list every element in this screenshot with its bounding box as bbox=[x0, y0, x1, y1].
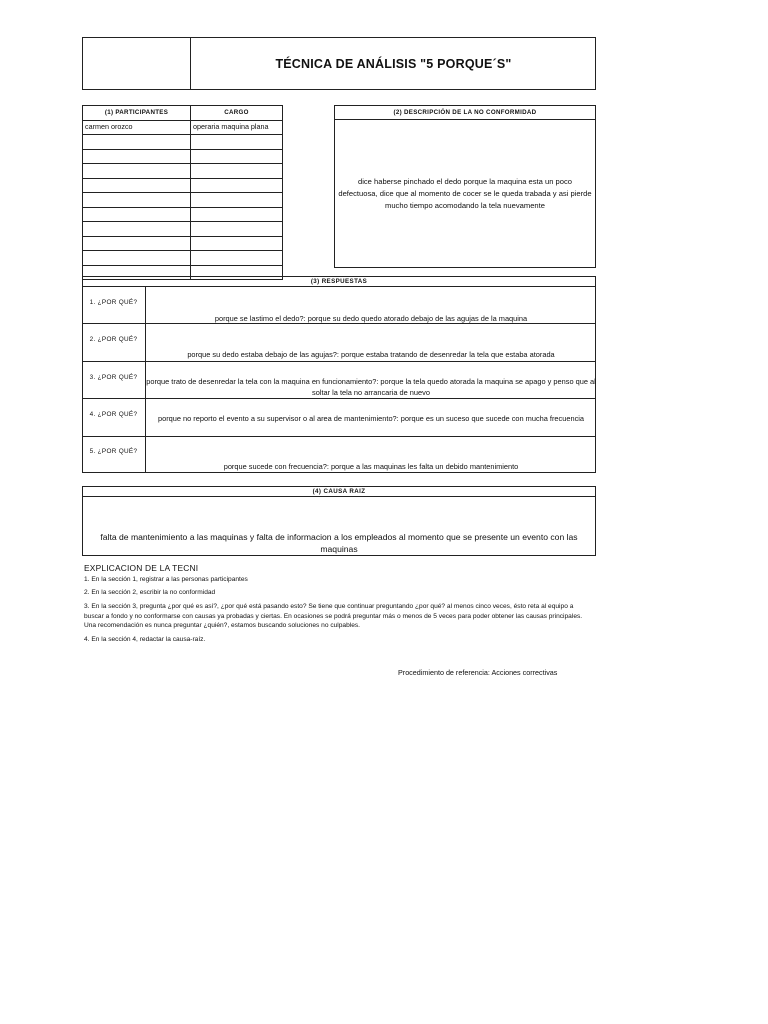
table-row bbox=[83, 164, 283, 179]
table-row bbox=[83, 193, 283, 208]
reference-procedure: Procedimiento de referencia: Acciones correctivas bbox=[398, 668, 558, 677]
cargo-cell bbox=[191, 149, 283, 164]
table-row bbox=[83, 222, 283, 237]
why-label-1: 1. ¿POR QUÉ? bbox=[89, 299, 138, 306]
cargo-cell bbox=[191, 236, 283, 251]
table-row bbox=[83, 120, 283, 135]
cargo-cell bbox=[191, 178, 283, 193]
cargo-header: CARGO bbox=[191, 106, 283, 121]
page-title: TÉCNICA DE ANÁLISIS "5 PORQUE´S" bbox=[275, 56, 512, 71]
table-row bbox=[83, 236, 283, 251]
table-row bbox=[83, 207, 283, 222]
nonconformity-text: dice haberse pinchado el dedo porque la maquina esta un poco defectuosa, dice que al momento de cocer se le queda trabada y asi pierde mucho tiempo acomodando la tela nuevamente bbox=[338, 177, 592, 210]
why-answer-4: porque no reporto el evento a su supervisor o al area de mantenimiento?: porque es un suceso que sucede con mucha frecuencia bbox=[157, 414, 585, 423]
participant-cell bbox=[83, 178, 191, 193]
why-answer-3: porque trato de desenredar la tela con la maquina en funcionamiento?: porque la tela quedo atorada la maquina se apago y penso que al soltar la tela no arrancaria de nuevo bbox=[146, 377, 596, 397]
cargo-cell bbox=[191, 207, 283, 222]
explanation-title: EXPLICACION DE LA TECNI bbox=[84, 563, 199, 573]
table-row bbox=[83, 178, 283, 193]
participant-cell bbox=[83, 164, 191, 179]
table-row bbox=[83, 149, 283, 164]
cargo-cell bbox=[191, 251, 283, 266]
participant-cell bbox=[83, 236, 191, 251]
participant-cell bbox=[83, 251, 191, 266]
cargo-cell bbox=[191, 193, 283, 208]
root-cause-heading: (4) CAUSA RAIZ bbox=[82, 486, 596, 497]
logo-cell bbox=[82, 37, 191, 90]
cargo-cell bbox=[191, 135, 283, 150]
participants-header: (1) PARTICIPANTES bbox=[83, 106, 191, 121]
why-label-3: 3. ¿POR QUÉ? bbox=[89, 374, 138, 381]
why-answer-5: porque sucede con frecuencia?: porque a las maquinas les falta un debido mantenimiento bbox=[223, 462, 519, 471]
answers-row-divider bbox=[82, 361, 596, 362]
participant-cell: carmen orozco bbox=[83, 120, 191, 135]
why-label-5: 5. ¿POR QUÉ? bbox=[89, 448, 138, 455]
table-header-row bbox=[83, 106, 283, 121]
why-label-2: 2. ¿POR QUÉ? bbox=[89, 336, 138, 343]
participant-cell bbox=[83, 222, 191, 237]
participant-cell bbox=[83, 149, 191, 164]
cargo-cell bbox=[191, 164, 283, 179]
participant-cell bbox=[83, 135, 191, 150]
participant-cell bbox=[83, 193, 191, 208]
answers-box bbox=[82, 276, 596, 473]
explanation-step-1: 1. En la sección 1, registrar a las personas participantes bbox=[84, 576, 248, 583]
answers-row-divider bbox=[82, 436, 596, 437]
explanation-step-2: 2. En la sección 2, escribir la no conformidad bbox=[84, 589, 216, 596]
table-row bbox=[83, 135, 283, 150]
cargo-cell: operaria maquina plana bbox=[191, 120, 283, 135]
why-answer-2: porque su dedo estaba debajo de las agujas?: porque estaba tratando de desenredar la tela que estaba atorada bbox=[187, 350, 555, 359]
explanation-step-3: 3. En la sección 3, pregunta ¿por qué es así?, ¿por qué está pasando esto? Se tiene que continuar preguntando ¿por qué? al menos cinco veces, ésto reta al equipo a buscar a fondo y no conformarse con causas ya probadas y ciertas. En ocasiones se podrá preguntar más o menos de 5 veces para poder obtener las causas principales. Una recomendación es nunca preguntar ¿quién?, estamos buscando soluciones no culpables. bbox=[84, 603, 583, 629]
participants-table bbox=[82, 105, 283, 280]
cargo-cell bbox=[191, 222, 283, 237]
nonconformity-heading: (2) DESCRIPCIÓN DE LA NO CONFORMIDAD bbox=[334, 105, 596, 120]
why-label-4: 4. ¿POR QUÉ? bbox=[89, 411, 138, 418]
root-cause-text: falta de mantenimiento a las maquinas y falta de informacion a los empleados al momento que se presente un evento con las maquinas bbox=[100, 532, 578, 554]
table-row bbox=[83, 251, 283, 266]
answers-heading: (3) RESPUESTAS bbox=[82, 276, 596, 287]
why-answer-1: porque se lastimo el dedo?: porque su dedo quedo atorado debajo de las agujas de la maquina bbox=[214, 314, 528, 323]
answers-row-divider bbox=[82, 398, 596, 399]
participant-cell bbox=[83, 207, 191, 222]
explanation-step-4: 4. En la sección 4, redactar la causa-raíz. bbox=[84, 636, 206, 643]
